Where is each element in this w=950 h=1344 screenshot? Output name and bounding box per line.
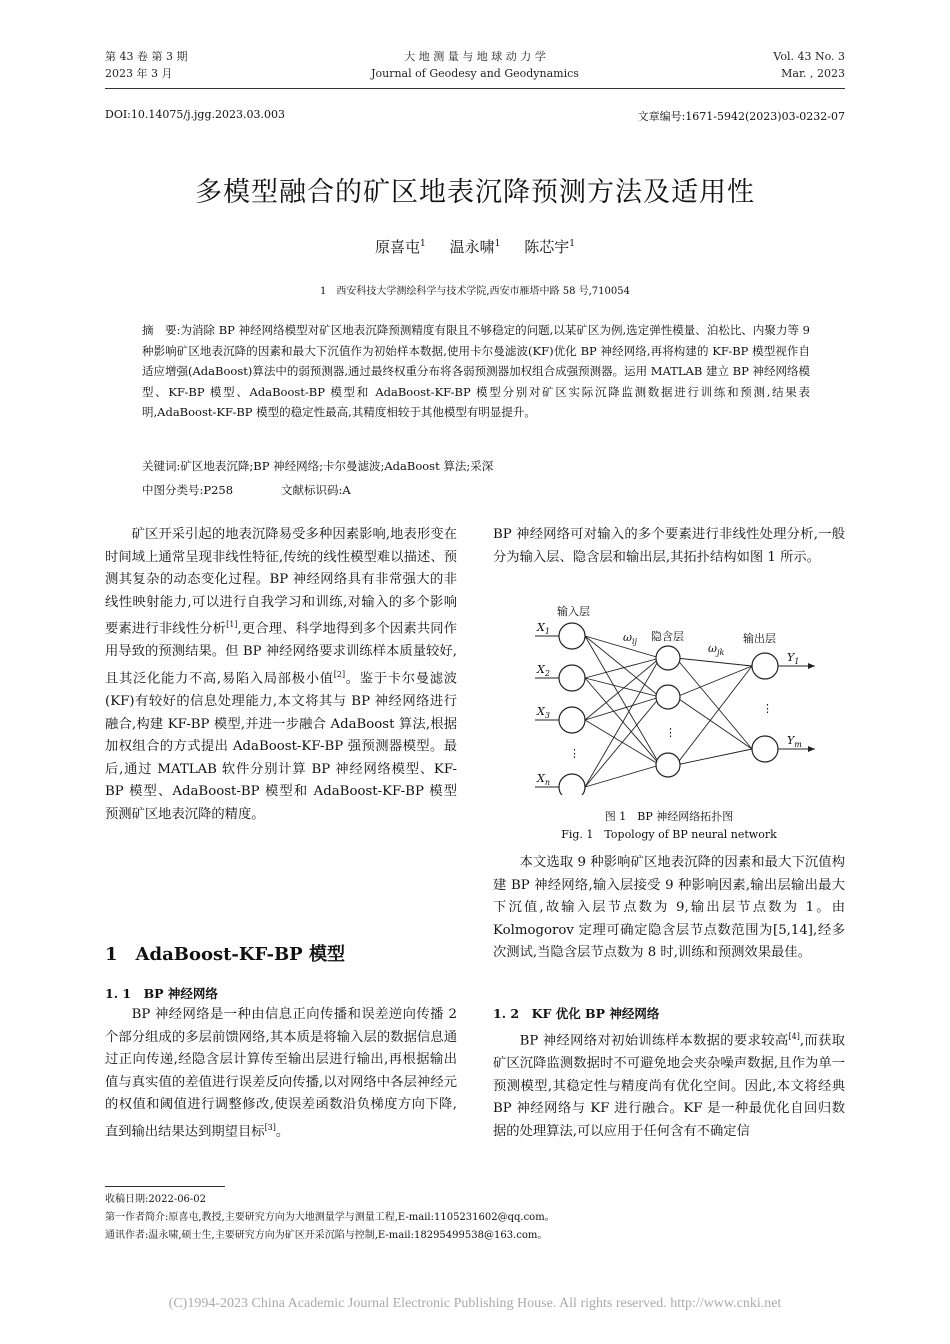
hidden-neuron-1 (656, 646, 680, 670)
citation-4[interactable]: [4] (788, 1032, 800, 1041)
article-number: 文章编号:1671-5942(2023)03-0232-07 (637, 110, 845, 123)
section-heading: 1 AdaBoost-KF-BP 模型 (105, 944, 345, 965)
figure-caption-cn: 图 1 BP 神经网络拓扑图 (604, 810, 734, 823)
ym-label: $Y_m$ (787, 734, 802, 749)
keywords: 关键词:矿区地表沉降;BP 神经网络;卡尔曼滤波;AdaBoost 算法;采深 (142, 459, 494, 473)
abstract: 摘 要:为消除 BP 神经网络模型对矿区地表沉降预测精度有限且不够稳定的问题,以某矿区为例,选定弹性模量、泊松比、内聚力等 9 种影响矿区地表沉降的因素和最大下沉值作为初始样本数据,使用卡尔曼滤波(KF)优化 BP 神经网络,再将构建的 KF-BP 模型视作自适应增强(AdaBoost)算法中的弱预测器,通过最终权重分布将各弱预测器加权组合成强预测器。运用 MATLAB 建立 BP 神经网络模型、KF-BP 模型、AdaBoost-BP 模型和 AdaBoost-KF-BP 模型分别对矿区实际沉降监测数据进行训练和预测,结果表明,AdaBoost-KF-BP 模型的稳定性最高,其精度相较于其他模型有明显提升。 (142, 323, 810, 420)
x1-label: $X_1$ (537, 621, 550, 636)
received-date: 收稿日期:2022-06-02 (105, 1194, 207, 1205)
weight-jk-label: $\omega_{jk}$ (708, 642, 725, 657)
citation-1[interactable]: [1] (226, 620, 238, 630)
copyright-watermark: (C)1994-2023 China Academic Journal Electronic Publishing House. All rights reserved. http://www.cnki.net (168, 1296, 782, 1311)
classification: 中图分类号:P258 文献标识码:A (142, 483, 351, 497)
author-name: 温永啸 (449, 238, 495, 256)
first-author-note: 第一作者简介:原喜屯,教授,主要研究方向为大地测量学与测量工程,E-mail:1105231602@qq.com。 (105, 1212, 555, 1223)
input-ellipsis: ⋮ (569, 747, 580, 760)
author-list: 原喜屯$^1$ 温永啸$^1$ 陈芯宇$^1$ (375, 238, 575, 256)
journal-name: 大 地 测 量 与 地 球 动 力 学 Journal of Geodesy and Geodynamics (371, 50, 579, 80)
volume-issue-en: Vol. 43 No. 3 Mar. , 2023 (773, 50, 845, 80)
x3-label: $X_3$ (537, 705, 550, 720)
output-layer-label: 输出层 (743, 632, 776, 645)
hidden-ellipsis: ⋮ (665, 726, 676, 739)
bp-network-figure (505, 600, 835, 795)
output-neuron-m (752, 736, 778, 762)
hidden-layer-label: 隐含层 (651, 630, 684, 643)
corresponding-author-note: 通讯作者:温永啸,硕士生,主要研究方向为矿区开采沉陷与控制,E-mail:18295499538@163.com。 (105, 1230, 548, 1241)
header-rule (105, 88, 845, 89)
output-ellipsis: ⋮ (762, 702, 773, 715)
citation-2[interactable]: [2] (333, 669, 346, 679)
input-neuron-3 (559, 707, 585, 733)
input-layer-label: 输入层 (557, 605, 590, 618)
citation-3[interactable]: [3] (264, 1122, 276, 1132)
hidden-neurons (656, 646, 680, 777)
weight-ij-label: $\omega_{ij}$ (623, 631, 638, 646)
author-name: 陈芯宇 (524, 238, 570, 256)
y1-label: $Y_1$ (787, 651, 800, 666)
affiliation: 1 西安科技大学测绘科学与技术学院,西安市雁塔中路 58 号,710054 (320, 286, 630, 297)
subsection-heading: 1. 1 BP 神经网络 (105, 986, 218, 1001)
figure-caption-en: Fig. 1 Topology of BP neural network (561, 828, 777, 841)
bp-paragraph: BP 神经网络是一种由信息正向传播和误差逆向传播 2 个部分组成的多层前馈网络,其本质是将输入层的数据信息通过正向传递,经隐含层计算传至输出层进行输出,再根据输出值与真实值的差值进行误差反向传播,以对网络中各层神经元的权值和阈值进行调整修改,使误差函数沿负梯度方向下降,直到输出结果达到期望目标[3]。 (105, 1007, 457, 1140)
volume-issue: 第 43 卷 第 3 期 2023 年 3 月 (105, 50, 188, 80)
author-name: 原喜屯 (375, 238, 421, 256)
input-neuron-n (559, 774, 585, 795)
topology-paragraph: BP 神经网络可对输入的多个要素进行非线性处理分析,一般分为输入层、隐含层和输出层,其拓扑结构如图 1 所示。 (493, 527, 845, 565)
input-neuron-1 (559, 623, 585, 649)
paper-title: 多模型融合的矿区地表沉降预测方法及适用性 (195, 177, 755, 208)
output-neuron-1 (752, 653, 778, 679)
doi[interactable]: DOI:10.14075/j.jgg.2023.03.003 (105, 108, 285, 121)
input-neurons (559, 623, 585, 795)
xn-label: $X_n$ (537, 772, 550, 787)
hidden-neuron-2 (656, 685, 680, 709)
hidden-neuron-n (656, 753, 680, 777)
subsection-heading: 1. 2 KF 优化 BP 神经网络 (493, 1006, 660, 1021)
footnote-rule (105, 1186, 225, 1187)
x2-label: $X_2$ (537, 663, 550, 678)
network-setup-paragraph: 本文选取 9 种影响矿区地表沉降的因素和最大下沉值构建 BP 神经网络,输入层接受 9 种影响因素,输出层输出最大下沉值,故输入层节点数为 9,输出层节点数为 1。由 Kolmogorov 定理可确定隐含层节点数范围为[5,14],经多次测试,当隐含层节点数为 8 时,训练和预测效果最佳。 (493, 855, 845, 961)
intro-paragraph: 矿区开采引起的地表沉降易受多种因素影响,地表形变在时间域上通常呈现非线性特征,传统的线性模型难以描述、预测其复杂的动态变化过程。BP 神经网络具有非常强大的非线性映射能力,可以进行自我学习和训练,对输入的多个影响要素进行非线性分析[1],更合理、科学地得到多个因素共同作用导致的预测结果。但 BP 神经网络要求训练样本质量较好,且其泛化能力不高,易陷入局部极小值[2]。鉴于卡尔曼滤波(KF)有较好的信息处理能力,本文将其与 BP 神经网络进行融合,构建 KF-BP 模型,并进一步融合 AdaBoost 算法,根据加权组合的方式提出 AdaBoost-KF-BP 强预测器模型。最后,通过 MATLAB 软件分别计算 BP 神经网络模型、KF-BP 模型、AdaBoost-BP 模型和 AdaBoost-KF-BP 模型预测矿区地表沉降的精度。 (105, 527, 458, 822)
kf-paragraph: BP 神经网络对初始训练样本数据的要求较高[4],而获取矿区沉降监测数据时不可避免地会夹杂噪声数据,且作为单一预测模型,其稳定性与精度尚有优化空间。因此,本文将经典 BP 神经网络与 KF 进行融合。KF 是一种最优化自回归数据的处理算法,可以应用于任何含有不确定信 (493, 1032, 845, 1139)
input-neuron-2 (559, 665, 585, 691)
